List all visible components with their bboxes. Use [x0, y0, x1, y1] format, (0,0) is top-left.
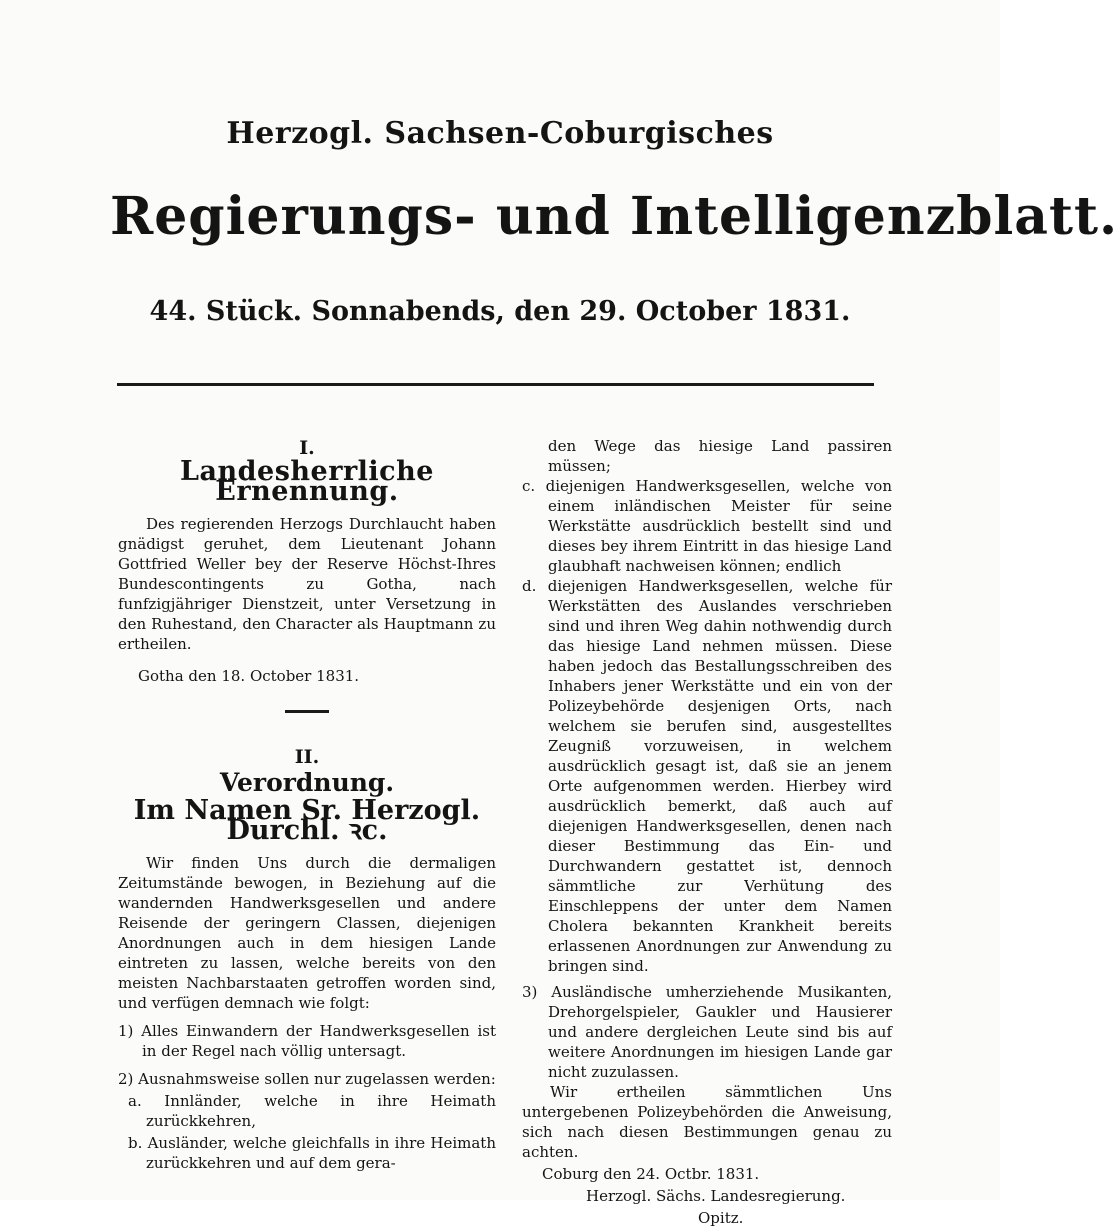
publisher-line: Herzogl. Sachsen-Coburgisches	[226, 116, 774, 151]
header-rule	[117, 383, 874, 386]
section-number-2: II.	[294, 746, 320, 768]
section-1-place-date: Gotha den 18. October 1831.	[138, 667, 360, 685]
ordinance-item-1: 1) Alles Einwandern der Handwerksgesellen ist in der Regel nach völlig untersagt.	[118, 1022, 496, 1060]
section-title-1: Landesherrliche Ernennung.	[180, 456, 434, 507]
issue-line: 44. Stück. Sonnabends, den 29. October 1831.	[149, 296, 851, 327]
section-1-body: Des regierenden Herzogs Durchlaucht haben gnädigst geruhet, dem Lieutenant Johann Gottfried Weller bey der Reserve Höchst-Ihres Bundescontingents zu Gotha, nach funfzigjähriger Dienstzeit, unter Versetzung in den Ruhestand, den Character als Hauptmann zu ertheilen.	[118, 515, 496, 653]
ordinance-item-c: c. diejenigen Handwerksgesellen, welche von einem inländischen Meister für seine Werkstätte ausdrücklich bestellt sind und dieses bey ihrem Eintritt in das hiesige Land glaubhaft nachweisen können; endlich	[522, 477, 892, 575]
closing-instruction: Wir ertheilen sämmtlichen Uns untergebenen Polizeybehörden die Anweisung, sich nach diesen Bestimmungen genau zu achten.	[522, 1083, 892, 1161]
ordinance-item-2: 2) Ausnahmsweise sollen nur zugelassen werden:	[118, 1070, 496, 1088]
section-number-1: I.	[299, 437, 315, 459]
item-b-continuation: den Wege das hiesige Land passiren müssen;	[548, 437, 892, 475]
signature-authority: Herzogl. Sächs. Landesregierung.	[586, 1187, 846, 1205]
section-divider	[285, 710, 329, 713]
ordinance-item-3: 3) Ausländische umherziehende Musikanten, Drehorgelspieler, Gaukler und Hausierer und andere dergleichen Leute sind bis auf weitere Anordnungen im hiesigen Lande gar nicht zuzulassen.	[522, 983, 892, 1081]
left-column	[118, 438, 496, 1173]
section-2-intro: Wir finden Uns durch die dermaligen Zeitumstände bewogen, in Beziehung auf die wandernden Handwerksgesellen und andere Reisende der geringern Classen, diejenigen Anordnungen auch in dem hiesigen Lande eintreten zu lassen, welche bereits von den meisten Nachbarstaaten getroffen worden sind, und verfügen demnach wie folgt:	[118, 854, 496, 1012]
signature-name: Opitz.	[698, 1209, 744, 1227]
ordinance-item-d: d. diejenigen Handwerksgesellen, welche für Werkstätten des Auslandes verschrieben sind und ihren Weg dahin nothwendig durch das hiesige Land nehmen müssen. Diese haben jedoch das Bestallungsschreiben des Inhabers jener Werkstätte und ein von der Polizeybehörde desjenigen Orts, nach welchem sie berufen sind, ausgestelltes Zeugniß vorzuweisen, in welchem ausdrücklich gesagt ist, daß sie an jenem Orte aufgenommen werden. Hierbey wird ausdrücklich bemerkt, daß auch auf diejenigen Handwerksgesellen, denen nach dieser Bestimmung das Ein- und Durchwandern gestattet ist, dennoch sämmtliche zur Verhütung des Einschleppens der unter dem Namen Cholera bekannten Krankheit bereits erlassenen Anordnungen zur Anwendung zu bringen sind.	[522, 577, 892, 975]
bleed-through-right	[515, 150, 520, 171]
signature-place-date: Coburg den 24. Octbr. 1831.	[542, 1165, 760, 1183]
masthead-title: Regierungs- und Intelligenzblatt.	[110, 186, 1118, 247]
ordinance-item-2b: b. Ausländer, welche gleichfalls in ihre Heimath zurückkehren und auf dem gera-	[128, 1134, 496, 1172]
section-2-subtitle: Im Namen Sr. Herzogl. Durchl. ꝛc.	[133, 795, 481, 846]
ordinance-item-2a: a. Innländer, welche in ihre Heimath zurückkehren,	[128, 1092, 496, 1130]
right-column	[522, 436, 892, 1228]
section-title-2: Verordnung.	[219, 768, 395, 797]
